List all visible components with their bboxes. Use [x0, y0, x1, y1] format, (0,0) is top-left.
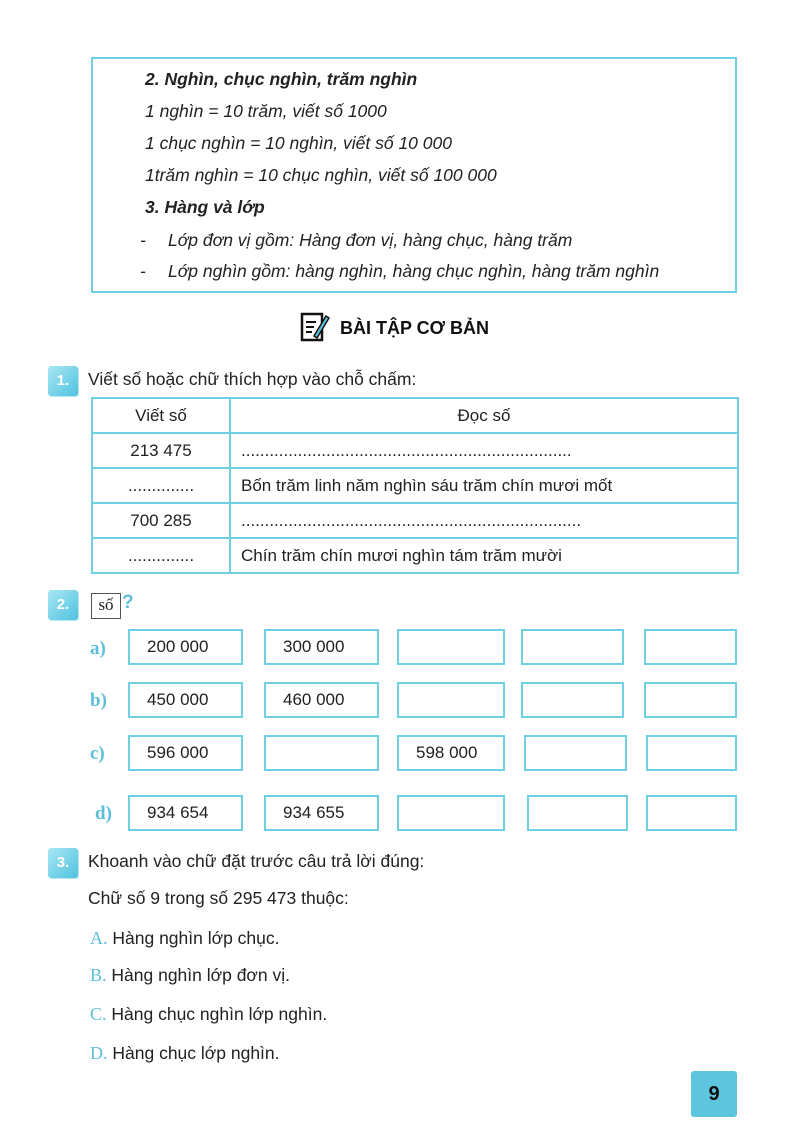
table-cell-number[interactable]: .............. — [92, 468, 230, 503]
option-text: Hàng nghìn lớp chục. — [112, 928, 280, 948]
table-cell-reading[interactable]: ...................................................................... — [230, 433, 738, 468]
row-label-a: a) — [90, 638, 106, 659]
number-box-empty[interactable] — [527, 795, 628, 831]
theory-heading-2: 2. Nghìn, chục nghìn, trăm nghìn — [145, 69, 418, 89]
table-cell-number: 700 285 — [92, 503, 230, 538]
table-cell-reading: Chín trăm chín mươi nghìn tám trăm mười — [230, 538, 738, 573]
page-number: 9 — [708, 1083, 720, 1105]
table-row — [92, 433, 738, 468]
theory-bullet-1: Lớp đơn vị gồm: Hàng đơn vị, hàng chục, hàng trăm — [168, 230, 573, 250]
question-2-badge: 2. — [48, 590, 78, 620]
question-1-badge: 1. — [48, 366, 78, 396]
number-box-empty[interactable] — [397, 795, 505, 831]
number-box-empty[interactable] — [397, 682, 505, 718]
table-header-row — [92, 398, 738, 433]
question-3-badge: 3. — [48, 848, 78, 878]
theory-line-3: 1trăm nghìn = 10 chục nghìn, viết số 100 000 — [145, 165, 497, 185]
theory-bullet-2: Lớp nghìn gồm: hàng nghìn, hàng chục nghìn, hàng trăm nghìn — [168, 261, 660, 281]
table-cell-reading[interactable]: ........................................................................ — [230, 503, 738, 538]
number-box-empty[interactable] — [644, 682, 737, 718]
number-box: 460 000 — [264, 682, 379, 718]
question-mark: ? — [122, 592, 134, 613]
option-letter: B. — [90, 965, 107, 985]
table-cell-reading: Bốn trăm linh năm nghìn sáu trăm chín mươi mốt — [230, 468, 738, 503]
number-box: 598 000 — [397, 735, 505, 771]
bullet-dash: - — [140, 261, 146, 281]
q1-table — [91, 397, 739, 574]
theory-line-1: 1 nghìn = 10 trăm, viết số 1000 — [145, 101, 387, 121]
table-row — [92, 538, 738, 573]
row-label-d: d) — [95, 803, 112, 824]
option-text: Hàng chục lớp nghìn. — [112, 1043, 280, 1063]
option-letter: D. — [90, 1043, 108, 1063]
bullet-dash: - — [140, 230, 146, 250]
column-header-write: Viết số — [92, 398, 230, 433]
option-text: Hàng nghìn lớp đơn vị. — [111, 965, 291, 985]
column-header-read: Đọc số — [230, 398, 738, 433]
option-letter: C. — [90, 1004, 107, 1024]
number-box-empty[interactable] — [644, 629, 737, 665]
theory-line-2: 1 chục nghìn = 10 nghìn, viết số 10 000 — [145, 133, 452, 153]
number-box-empty[interactable] — [397, 629, 505, 665]
question-3-text: Khoanh vào chữ đặt trước câu trả lời đúng: — [88, 851, 425, 871]
number-box-empty[interactable] — [646, 795, 737, 831]
section-title: BÀI TẬP CƠ BẢN — [340, 318, 490, 338]
pencil-paper-icon — [300, 310, 330, 349]
number-box-empty[interactable] — [521, 629, 624, 665]
option-c[interactable] — [90, 1004, 327, 1025]
option-a[interactable] — [90, 928, 280, 949]
number-box: 450 000 — [128, 682, 243, 718]
question-1-text: Viết số hoặc chữ thích hợp vào chỗ chấm: — [88, 369, 417, 389]
table-row — [92, 468, 738, 503]
table-cell-number: 213 475 — [92, 433, 230, 468]
number-box-empty[interactable] — [524, 735, 627, 771]
table-cell-number[interactable]: .............. — [92, 538, 230, 573]
number-box-empty[interactable] — [646, 735, 737, 771]
number-box: 300 000 — [264, 629, 379, 665]
option-d[interactable] — [90, 1043, 280, 1064]
table-row — [92, 503, 738, 538]
row-label-b: b) — [90, 690, 107, 711]
row-label-c: c) — [90, 743, 105, 764]
theory-heading-3: 3. Hàng và lớp — [145, 197, 265, 217]
theory-box — [91, 57, 737, 293]
number-box: 934 655 — [264, 795, 379, 831]
option-letter: A. — [90, 928, 108, 948]
number-box-empty[interactable] — [264, 735, 379, 771]
option-b[interactable] — [90, 965, 290, 986]
number-box: 934 654 — [128, 795, 243, 831]
option-text: Hàng chục nghìn lớp nghìn. — [111, 1004, 328, 1024]
question-3-subtext: Chữ số 9 trong số 295 473 thuộc: — [88, 888, 349, 908]
number-box-empty[interactable] — [521, 682, 624, 718]
so-label-box: số — [91, 593, 121, 619]
number-box: 200 000 — [128, 629, 243, 665]
number-box: 596 000 — [128, 735, 243, 771]
